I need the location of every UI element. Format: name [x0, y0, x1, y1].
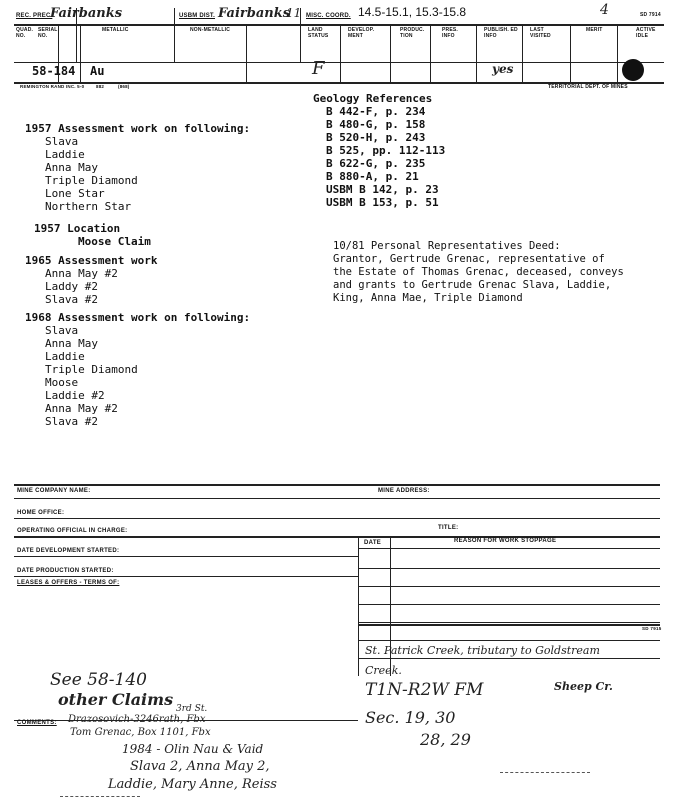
- rec-prec-value: Fairbanks: [50, 6, 123, 21]
- printer-code2: (868): [118, 84, 130, 89]
- see-reference: See 58-140: [50, 670, 147, 690]
- header-table: [14, 2, 664, 88]
- usbm-dist-num: 11: [286, 6, 302, 20]
- geology-references: [313, 92, 445, 209]
- published-value: yes: [492, 62, 514, 76]
- section-note: Sec. 19, 30: [365, 708, 456, 727]
- date-production-label: DATE PRODUCTION STARTED:: [17, 568, 114, 574]
- location-1957: [34, 222, 151, 248]
- printer-code: 882: [96, 84, 105, 89]
- published-label: PUBLISH. ED INFO: [484, 27, 518, 39]
- land-status-label: LAND STATUS: [308, 27, 329, 39]
- assessment-1968: [25, 311, 250, 428]
- misc-coord-value: 14.5-15.1, 15.3-15.8: [358, 5, 467, 19]
- active-idle-label: ACTIVE IDLE: [636, 27, 656, 39]
- deed-note: 10/81 Personal Representatives Deed: Grantor, Gertrude Grenac, representative of the Estate of Thomas Grenac, deceased, conveys and grants to Gertrude Grenac Slava, Laddie, King, Anna Mae, Triple Diamond: [333, 240, 624, 304]
- creek-note: St. Patrick Creek, tributary to Goldstream: [365, 644, 600, 657]
- comment-line-2: Tom Grenac, Box 1101, Fbx: [70, 727, 211, 738]
- dept-label: TERRITORIAL DEPT. OF MINES: [548, 84, 628, 90]
- bottom-dashes-right: [500, 772, 590, 773]
- location-1957-title: 1957 Location: [34, 222, 121, 235]
- geology-ref: B 525, pp. 112-113: [326, 144, 446, 157]
- claim-item: Laddie: [45, 350, 85, 363]
- title-label: TITLE:: [438, 525, 459, 531]
- assessment-1965: [25, 254, 157, 306]
- form-section: [14, 474, 662, 802]
- assessment-1957: [25, 122, 250, 213]
- assessment-1965-title: 1965 Assessment work: [25, 254, 158, 267]
- claim-item: Lone Star: [45, 187, 105, 200]
- claim-item: Anna May #2: [45, 267, 118, 280]
- claim-item: Anna May #2: [45, 402, 118, 415]
- note-1984-claims-2: Laddie, Mary Anne, Reiss: [108, 777, 277, 792]
- geology-ref: B 480-G, p. 158: [326, 118, 426, 131]
- claim-item: Slava: [45, 324, 79, 337]
- mine-address-label: MINE ADDRESS:: [378, 488, 430, 494]
- misc-coord-label: MISC. COORD.: [306, 13, 351, 19]
- location-item: Moose Claim: [78, 235, 151, 248]
- last-visited-label: LAST VISITED: [530, 27, 551, 39]
- geology-ref: USBM B 153, p. 51: [326, 196, 439, 209]
- rec-prec-label: REC. PREC.: [16, 13, 53, 19]
- quad-value: 58-184: [32, 64, 76, 78]
- claim-item: Anna May: [45, 337, 98, 350]
- claim-item: Slava #2: [45, 415, 98, 428]
- production-label: PRODUC. TION: [400, 27, 425, 39]
- reason-column-header: REASON FOR WORK STOPPAGE: [454, 538, 557, 544]
- claim-item: Slava #2: [45, 293, 98, 306]
- land-status-value: F: [312, 58, 325, 79]
- other-claims-note: other Claims: [58, 690, 174, 709]
- note-1984: 1984 - Olin Nau & Vaid: [122, 742, 264, 756]
- map-number: 4: [600, 2, 609, 18]
- section-note-2: 28, 29: [420, 730, 471, 749]
- note-1984-claims: Slava 2, Anna May 2,: [130, 759, 270, 774]
- serial-no-label: SERIAL NO.: [38, 27, 58, 39]
- assessment-1968-title: 1968 Assessment work on following:: [25, 311, 251, 324]
- develop-label: DEVELOP. MENT: [348, 27, 375, 39]
- sd-number: SD 7915: [642, 626, 662, 631]
- claim-item: Northern Star: [45, 200, 132, 213]
- claim-item: Laddie: [45, 148, 85, 161]
- geology-ref: USBM B 142, p. 23: [326, 183, 439, 196]
- creek-note-2: Creek.: [365, 664, 402, 677]
- date-development-label: DATE DEVELOPMENT STARTED:: [17, 548, 120, 554]
- usbm-dist-label: USBM DIST.: [179, 13, 216, 19]
- township-note: T1N-R2W FM: [365, 680, 484, 700]
- metallic-value: Au: [90, 64, 105, 78]
- form-number: SD 7914: [640, 12, 661, 18]
- claim-item: Anna May: [45, 161, 98, 174]
- metallic-label: METALLIC: [102, 27, 129, 33]
- usbm-dist-value: Fairbanks: [218, 6, 291, 21]
- claim-item: Moose: [45, 376, 79, 389]
- geology-ref: B 520-H, p. 243: [326, 131, 426, 144]
- printer-mark: REMINGTON RAND INC. 5-0: [20, 84, 85, 89]
- date-column-header: DATE: [364, 540, 382, 546]
- leases-label: LEASES & OFFERS - TERMS OF:: [17, 580, 120, 586]
- sheep-creek-note: Sheep Cr.: [554, 680, 613, 693]
- assessment-1957-title: 1957 Assessment work on following:: [25, 122, 251, 135]
- geology-title: Geology References: [313, 92, 433, 105]
- claim-item: Triple Diamond: [45, 174, 138, 187]
- geology-ref: B 622-G, p. 235: [326, 157, 426, 170]
- claim-item: Triple Diamond: [45, 363, 138, 376]
- geology-ref: B 880-A, p. 21: [326, 170, 419, 183]
- pres-info-label: PRES. INFO: [442, 27, 459, 39]
- claim-item: Slava: [45, 135, 79, 148]
- claim-item: Laddy #2: [45, 280, 98, 293]
- third-street-note: 3rd St.: [176, 704, 208, 714]
- merit-label: MERIT: [586, 27, 603, 33]
- bottom-dashes: [60, 796, 140, 797]
- nonmetallic-label: NON-METALLIC: [190, 27, 231, 33]
- home-office-label: HOME OFFICE:: [17, 510, 65, 516]
- operating-official-label: OPERATING OFFICIAL IN CHARGE:: [17, 528, 128, 534]
- comments-label: COMMENTS:: [17, 720, 57, 726]
- ink-blot: [622, 59, 644, 81]
- quad-no-label: QUAD. NO.: [16, 27, 34, 39]
- claim-item: Laddie #2: [45, 389, 105, 402]
- comment-line-1: Drazosovich-3246rath, Fbx: [68, 714, 206, 725]
- geology-ref: B 442-F, p. 234: [326, 105, 426, 118]
- mine-company-label: MINE COMPANY NAME:: [17, 488, 91, 494]
